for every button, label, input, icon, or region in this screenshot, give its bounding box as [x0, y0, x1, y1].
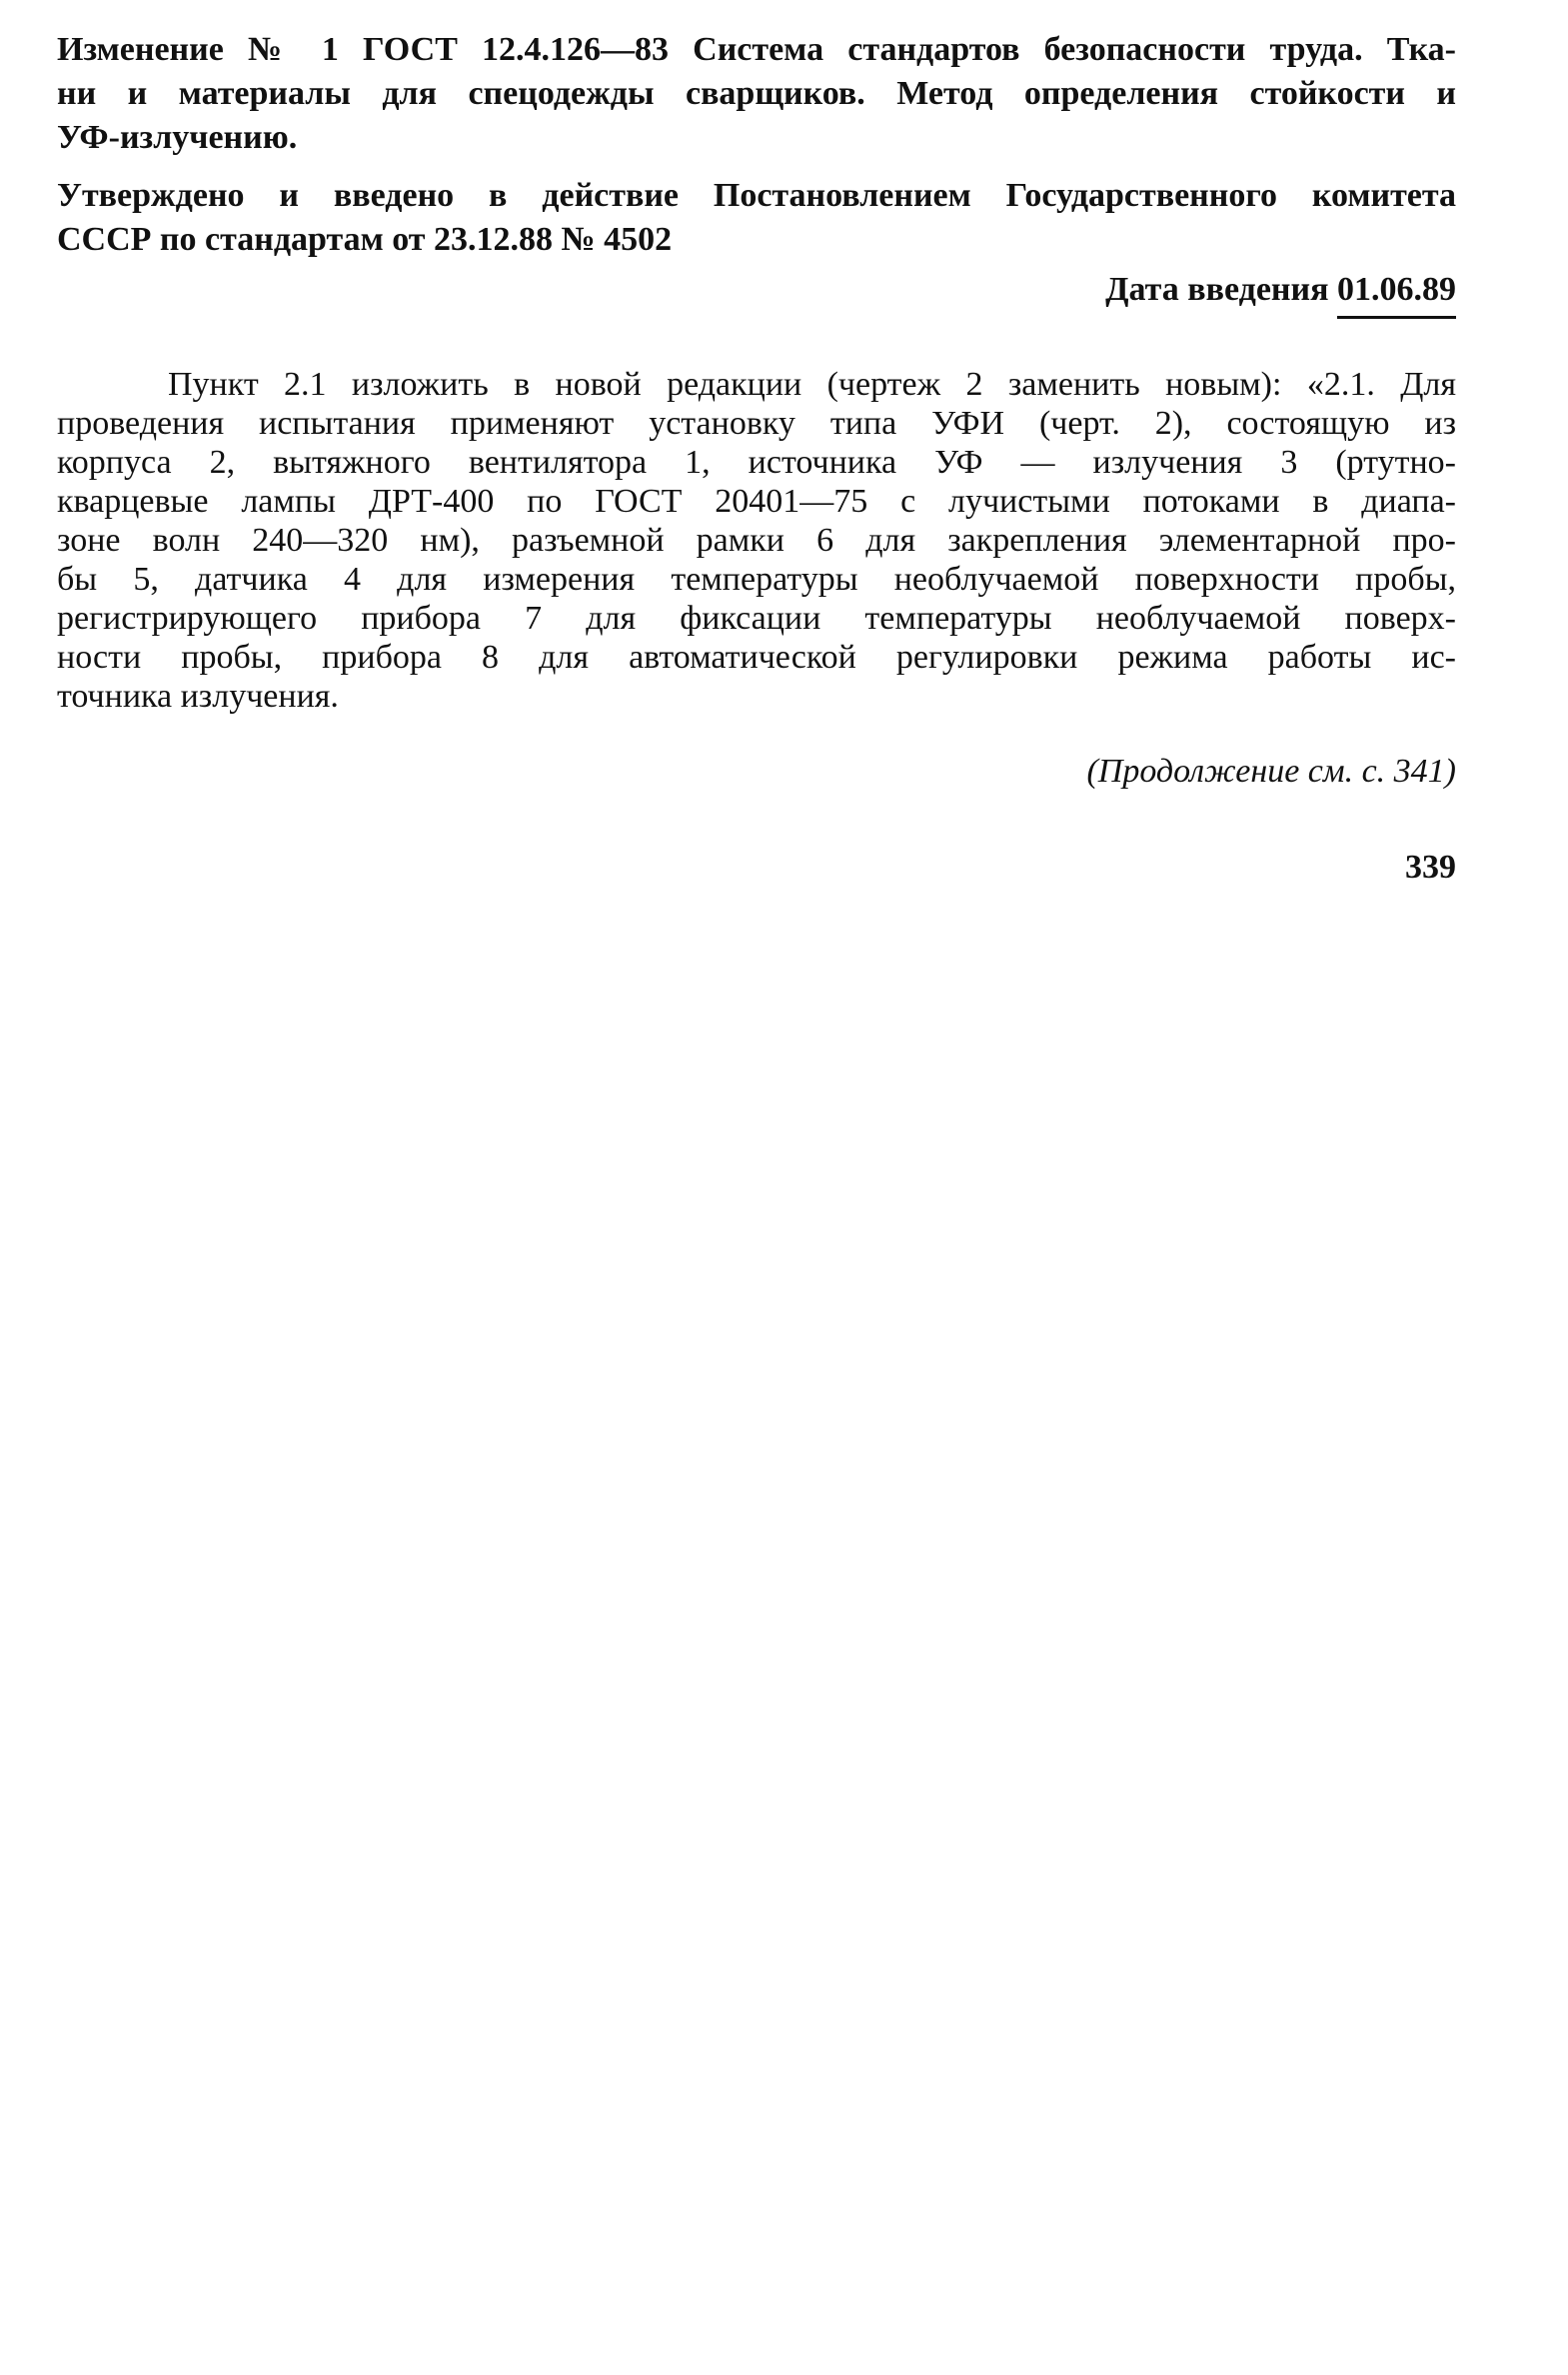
body-line-5: зоне волн 240—320 нм), разъемной рамки 6 для закрепления элементарной про- [57, 522, 1456, 559]
body-line-1: Пункт 2.1 изложить в новой редакции (чертеж 2 заменить новым): «2.1. Для [168, 366, 1456, 403]
body-line-9: точника излучения. [57, 678, 339, 715]
effective-date-value: 01.06.89 [1337, 268, 1456, 319]
body-line-4: кварцевые лампы ДРТ-400 по ГОСТ 20401—75 с лучистыми потоками в диапа- [57, 483, 1456, 520]
approval-line-1: Утверждено и введено в действие Постановлением Государственного комитета [57, 177, 1456, 214]
body-line-8: ности пробы, прибора 8 для автоматической регулировки режима работы ис- [57, 639, 1456, 676]
amendment-body [57, 365, 1456, 716]
title-line-2: ни и материалы для спецодежды сварщиков. Метод определения стойкости и [57, 75, 1456, 112]
continuation-note: (Продолжение см. с. 341) [1086, 753, 1456, 790]
body-line-7: регистрирующего прибора 7 для фиксации температуры необлучаемой поверх- [57, 600, 1456, 637]
body-line-6: бы 5, датчика 4 для измерения температуры необлучаемой поверхности пробы, [57, 561, 1456, 598]
effective-date-label: Дата введения [1105, 271, 1329, 308]
document-page [57, 28, 1456, 890]
title-line-3: УФ-излучению. [57, 119, 298, 156]
approval-statement [57, 174, 1456, 262]
body-line-3: корпуса 2, вытяжного вентилятора 1, источника УФ — излучения 3 (ртутно- [57, 444, 1456, 481]
body-line-2: проведения испытания применяют установку типа УФИ (черт. 2), состоящую из [57, 405, 1456, 442]
approval-line-2: СССР по стандартам от 23.12.88 № 4502 [57, 221, 673, 258]
page-number: 339 [1405, 849, 1456, 886]
amendment-title [57, 28, 1456, 160]
title-line-1: Изменение № 1 ГОСТ 12.4.126—83 Система стандартов безопасности труда. Тка- [57, 31, 1456, 68]
effective-date [57, 268, 1456, 319]
